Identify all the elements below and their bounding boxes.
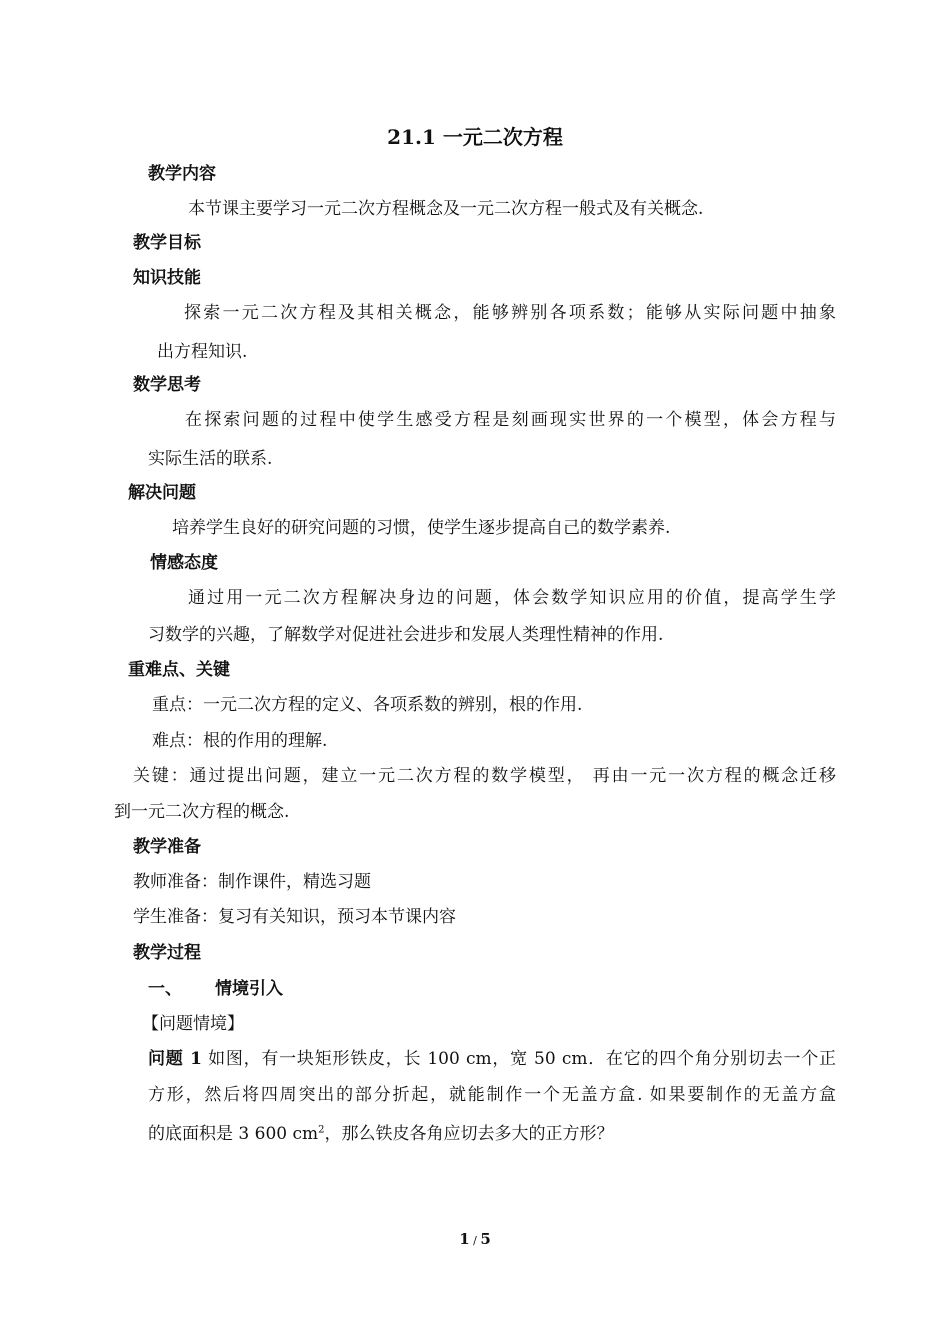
key-point: 重点：一元二次方程的定义、各项系数的辨别，根的作用. xyxy=(152,695,583,715)
heading-thinking: 数学思考 xyxy=(133,375,201,395)
skills-line-2: 出方程知识. xyxy=(157,342,248,362)
question-1-line-1 xyxy=(148,1048,836,1070)
heading-key: 重难点、关键 xyxy=(128,660,230,680)
question-1-text: 如图，有一块矩形铁皮，长 100 cm，宽 50 cm．在它的四个角分别切去一个正 xyxy=(202,1049,836,1069)
content-text: 本节课主要学习一元二次方程概念及一元二次方程一般式及有关概念. xyxy=(188,199,704,219)
attitude-line-1: 通过用一元二次方程解决身边的问题，体会数学知识应用的价值，提高学生学 xyxy=(188,588,836,608)
student-prep: 学生准备：复习有关知识，预习本节课内容 xyxy=(133,907,456,927)
heading-prep: 教学准备 xyxy=(133,837,201,857)
superscript-exponent: 2 xyxy=(318,1124,325,1136)
page-footer xyxy=(0,1228,950,1252)
page-separator: / xyxy=(469,1234,481,1247)
heading-goals: 教学目标 xyxy=(133,233,201,253)
key-line-1: 关键：通过提出问题，建立一元二次方程的数学模型， 再由一元一次方程的概念迁移 xyxy=(133,766,836,786)
page-title: 21.1 一元二次方程 xyxy=(387,125,563,149)
question-1-ending: ，那么铁皮各角应切去多大的正方形？ xyxy=(324,1124,614,1144)
difficulty: 难点：根的作用的理解. xyxy=(152,731,328,751)
skills-line-1: 探索一元二次方程及其相关概念，能够辨别各项系数；能够从实际问题中抽象 xyxy=(184,303,836,323)
problem-text: 培养学生良好的研究问题的习惯，使学生逐步提高自己的数学素养. xyxy=(172,518,671,538)
key-line-2: 到一元二次方程的概念. xyxy=(114,802,290,822)
step1-title: 情境引入 xyxy=(215,979,283,999)
page-total: 5 xyxy=(480,1230,491,1248)
question-1-label: 问题 1 xyxy=(148,1049,203,1069)
attitude-line-2: 习数学的兴趣，了解数学对促进社会进步和发展人类理性精神的作用. xyxy=(148,625,664,645)
heading-attitude: 情感态度 xyxy=(150,553,218,573)
heading-process: 教学过程 xyxy=(133,943,201,963)
question-1-line-3 xyxy=(148,1123,614,1145)
heading-content: 教学内容 xyxy=(148,164,216,184)
page-number: 1 xyxy=(459,1230,470,1248)
heading-skills: 知识技能 xyxy=(133,268,201,288)
thinking-line-1: 在探索问题的过程中使学生感受方程是刻画现实世界的一个模型，体会方程与 xyxy=(185,410,836,430)
heading-problem: 解决问题 xyxy=(128,483,196,503)
step1-number: 一、 xyxy=(148,979,182,999)
thinking-line-2: 实际生活的联系. xyxy=(148,449,273,469)
question-1-line-2: 方形，然后将四周突出的部分折起，就能制作一个无盖方盒. 如果要制作的无盖方盒 xyxy=(148,1085,836,1105)
scenario-label: 【问题情境】 xyxy=(142,1014,244,1034)
question-1-area-text: 的底面积是 3 600 cm xyxy=(148,1124,319,1144)
teacher-prep: 教师准备：制作课件，精选习题 xyxy=(133,872,371,892)
